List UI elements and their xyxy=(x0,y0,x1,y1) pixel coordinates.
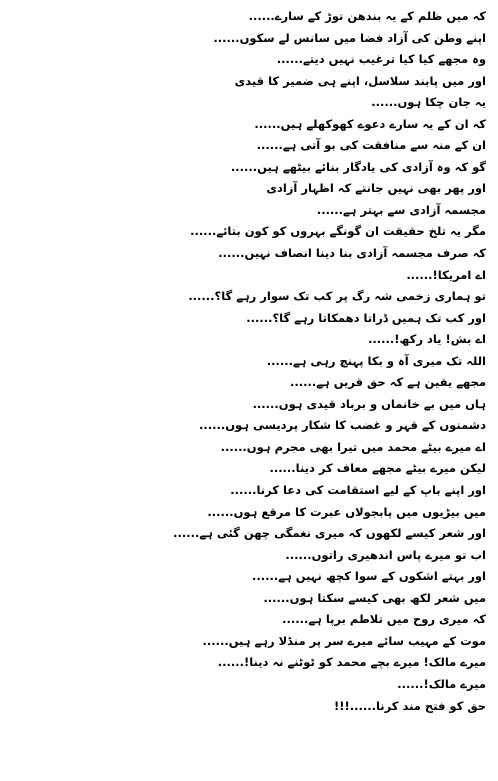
poem-line: اے امریکا!...... xyxy=(406,267,486,282)
poem-line: اے بش! یاد رکھ!...... xyxy=(368,332,486,347)
poem-line: اور پھر بھی نہیں جانتے کہ اظہار آزادی xyxy=(266,181,486,196)
poem-line: موت کے مہیب سائے میرے سر پر منڈلا رہے ہیں...... xyxy=(202,633,486,648)
poem-line: اور کب تک ہمیں ڈراتا دھمکاتا رہے گا؟...... xyxy=(246,310,486,325)
poem-page xyxy=(16,6,486,776)
poem-line: اور شعر کیسے لکھوں کہ میری نغمگی چھن گئی ہے...... xyxy=(173,526,486,541)
poem-line: دشمنوں کے قہر و غضب کا شکار پردیسی ہوں...... xyxy=(199,418,486,433)
poem-line: مگر یہ تلخ حقیقت ان گونگے بہروں کو کون بتائے...... xyxy=(190,224,486,239)
poem-line: اور بہتے اشکوں کے سوا کچھ نہیں ہے...... xyxy=(252,569,486,584)
poem-line: اللہ تک میری آہ و بکا پہنچ رہی ہے...... xyxy=(266,353,486,368)
poem-line: میں بیڑیوں میں پابجولاں عبرت کا مرقع ہوں...... xyxy=(207,504,486,519)
poem-line: میرے مالک! میرے بچے محمد کو ٹوٹنے نہ دینا!...... xyxy=(217,655,486,670)
poem-lines xyxy=(16,6,486,717)
poem-line: وہ مجھے کیا کیا ترغیب نہیں دیتے...... xyxy=(276,52,486,67)
poem-line: اپنے وطن کی آزاد فضا میں سانس لے سکوں...... xyxy=(213,30,486,45)
poem-line: اور میں پابند سلاسل، اپنے ہی ضمیر کا قیدی xyxy=(234,73,486,88)
poem-line: حق کو فتح مند کرنا......!!! xyxy=(334,698,486,713)
poem-line: لیکن میرے بیٹے مجھے معاف کر دینا...... xyxy=(269,461,486,476)
poem-line: گو کہ وہ آزادی کی یادگار بنائے بیٹھے ہیں...... xyxy=(230,159,486,174)
poem-line: اور اپنے باپ کے لیے استقامت کی دعا کرنا...... xyxy=(230,483,486,498)
poem-line: مجسمہ آزادی سے بہتر ہے...... xyxy=(316,202,486,217)
poem-line: کہ ان کے یہ سارے دعوے کھوکھلے ہیں...... xyxy=(254,116,486,131)
poem-line: ان کے منہ سے منافقت کی بو آتی ہے...... xyxy=(256,138,486,153)
poem-line: تو ہماری زخمی شہ رگ پر کب تک سوار رہے گا؟...... xyxy=(188,289,486,304)
poem-line: کہ میری روح میں تلاطم برپا ہے...... xyxy=(282,612,486,627)
poem-line: ہاں میں بے خانماں و برباد قیدی ہوں...... xyxy=(252,396,486,411)
poem-line: کہ میں ظلم کے یہ بندھن توڑ کے سارے...... xyxy=(248,9,486,23)
poem-line: اب تو میرے پاس اندھیری راتوں...... xyxy=(285,547,486,562)
poem-line: کہ صرف مجسمہ آزادی بنا دینا انصاف نہیں...... xyxy=(218,246,486,261)
poem-line: میرے مالک!...... xyxy=(397,676,486,691)
poem-line: مجھے یقین ہے کہ حق قریں ہے...... xyxy=(290,375,486,390)
poem-line: میں شعر لکھ بھی کیسے سکتا ہوں...... xyxy=(263,590,486,605)
poem-line: اے میرے بیٹے محمد میں تیرا بھی مجرم ہوں...... xyxy=(220,439,486,454)
poem-line: یہ جان چکا ہوں...... xyxy=(371,95,486,110)
